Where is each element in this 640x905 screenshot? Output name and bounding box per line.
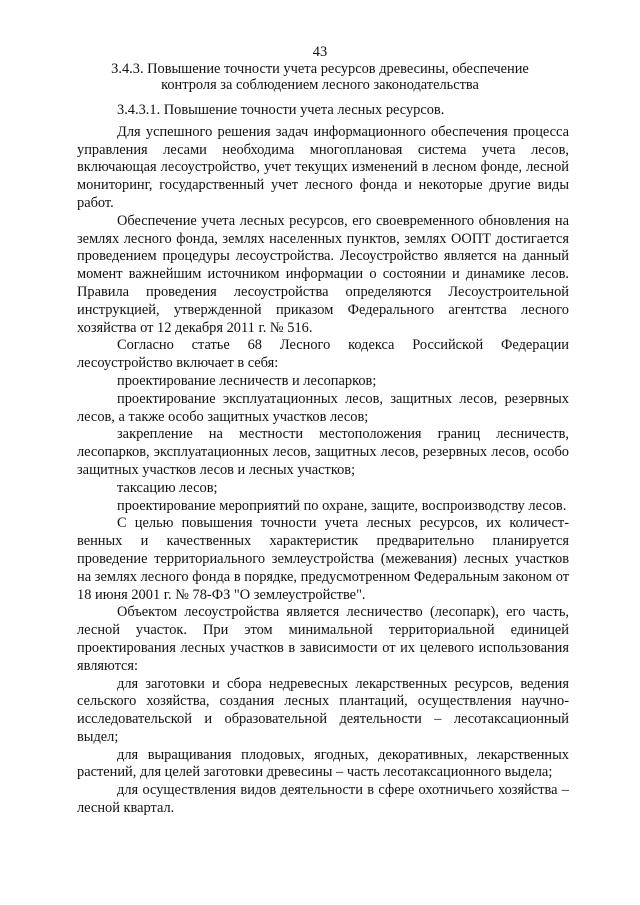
document-body (77, 102, 569, 818)
section-heading (60, 61, 580, 93)
list-item: таксацию лесов; (117, 479, 218, 496)
list-item: проектирование лесничеств и лесопарков; (117, 372, 377, 389)
list-item: закрепление на местности местоположения границ лесничеств, лесопарков, эксплуатационных лесов, защитных лесов, резервных лесов, особо защитных участков лесов и лесных участков; (77, 426, 569, 478)
paragraph: С целью повышения точности учета лесных ресурсов, их количественных и качественных характеристик предварительно планируется проведение территориального землеустройства (межевания) лесных участков на землях лесного фонда в порядке, предусмотренном Федеральным законом от 18 июня 2001 г. № 78-ФЗ "О землеустройстве". (77, 515, 569, 603)
list-item: для выращивания плодовых, ягодных, декоративных, лекарственных растений, для целей заготовки древесины – часть лесотаксационного выдела; (77, 746, 569, 781)
list-item: для осуществления видов деятельности в сфере охотничьего хозяйства – лесной квартал. (77, 782, 569, 817)
list-item: для заготовки и сбора недревесных лекарственных ресурсов, ведения сельского хозяйства, создания лесных плантаций, осуществления научно-исследовательской и образовательной деятельности – лесотаксационный выдел; (77, 675, 569, 745)
page-number: 43 (312, 44, 328, 60)
section-heading-line-1: 3.4.3. Повышение точности учета ресурсов древесины, обеспечение (111, 61, 529, 77)
list-item: проектирование мероприятий по охране, защите, воспроизводству лесов. (117, 497, 567, 514)
subsection-title: 3.4.3.1. Повышение точности учета лесных ресурсов. (117, 102, 445, 118)
section-heading-line-2: контроля за соблюдением лесного законодательства (161, 77, 479, 93)
paragraph: Для успешного решения задач информационного обеспечения процесса управления лесами необходима многоплановая система учета лесов, включающая лесоустройство, учет текущих изменений в лесном фонде, лесной мониторинг, государственный учет лесного фонда и некоторые другие виды работ. (77, 123, 569, 211)
paragraph: Объектом лесоустройства является лесничество (лесопарк), его часть, лесной участок. При этом минимальной территориальной единицей проектирования лесных участков в зависимости от их целевого использования являются: (77, 604, 569, 674)
list-item: проектирование эксплуатационных лесов, защитных лесов, резервных лесов, а также особо защитных участков лесов; (77, 390, 569, 425)
paragraph: Обеспечение учета лесных ресурсов, его своевременного обновления на землях лесного фонда, землях населенных пунктов, землях ООПТ достигается проведением процедуры лесоустройства. Лесоустройство является на данный момент важнейшим источником информации о состоянии и динамике лесов. Правила проведения лесоустройства определяются Лесоустроительной инструкцией, утвержденной приказом Федерального агентства лесного хозяйства от 12 декабря 2011 г. № 516. (77, 212, 569, 336)
paragraph: Согласно статье 68 Лесного кодекса Российской Федерации лесоустройство включает в себя: (77, 337, 569, 372)
